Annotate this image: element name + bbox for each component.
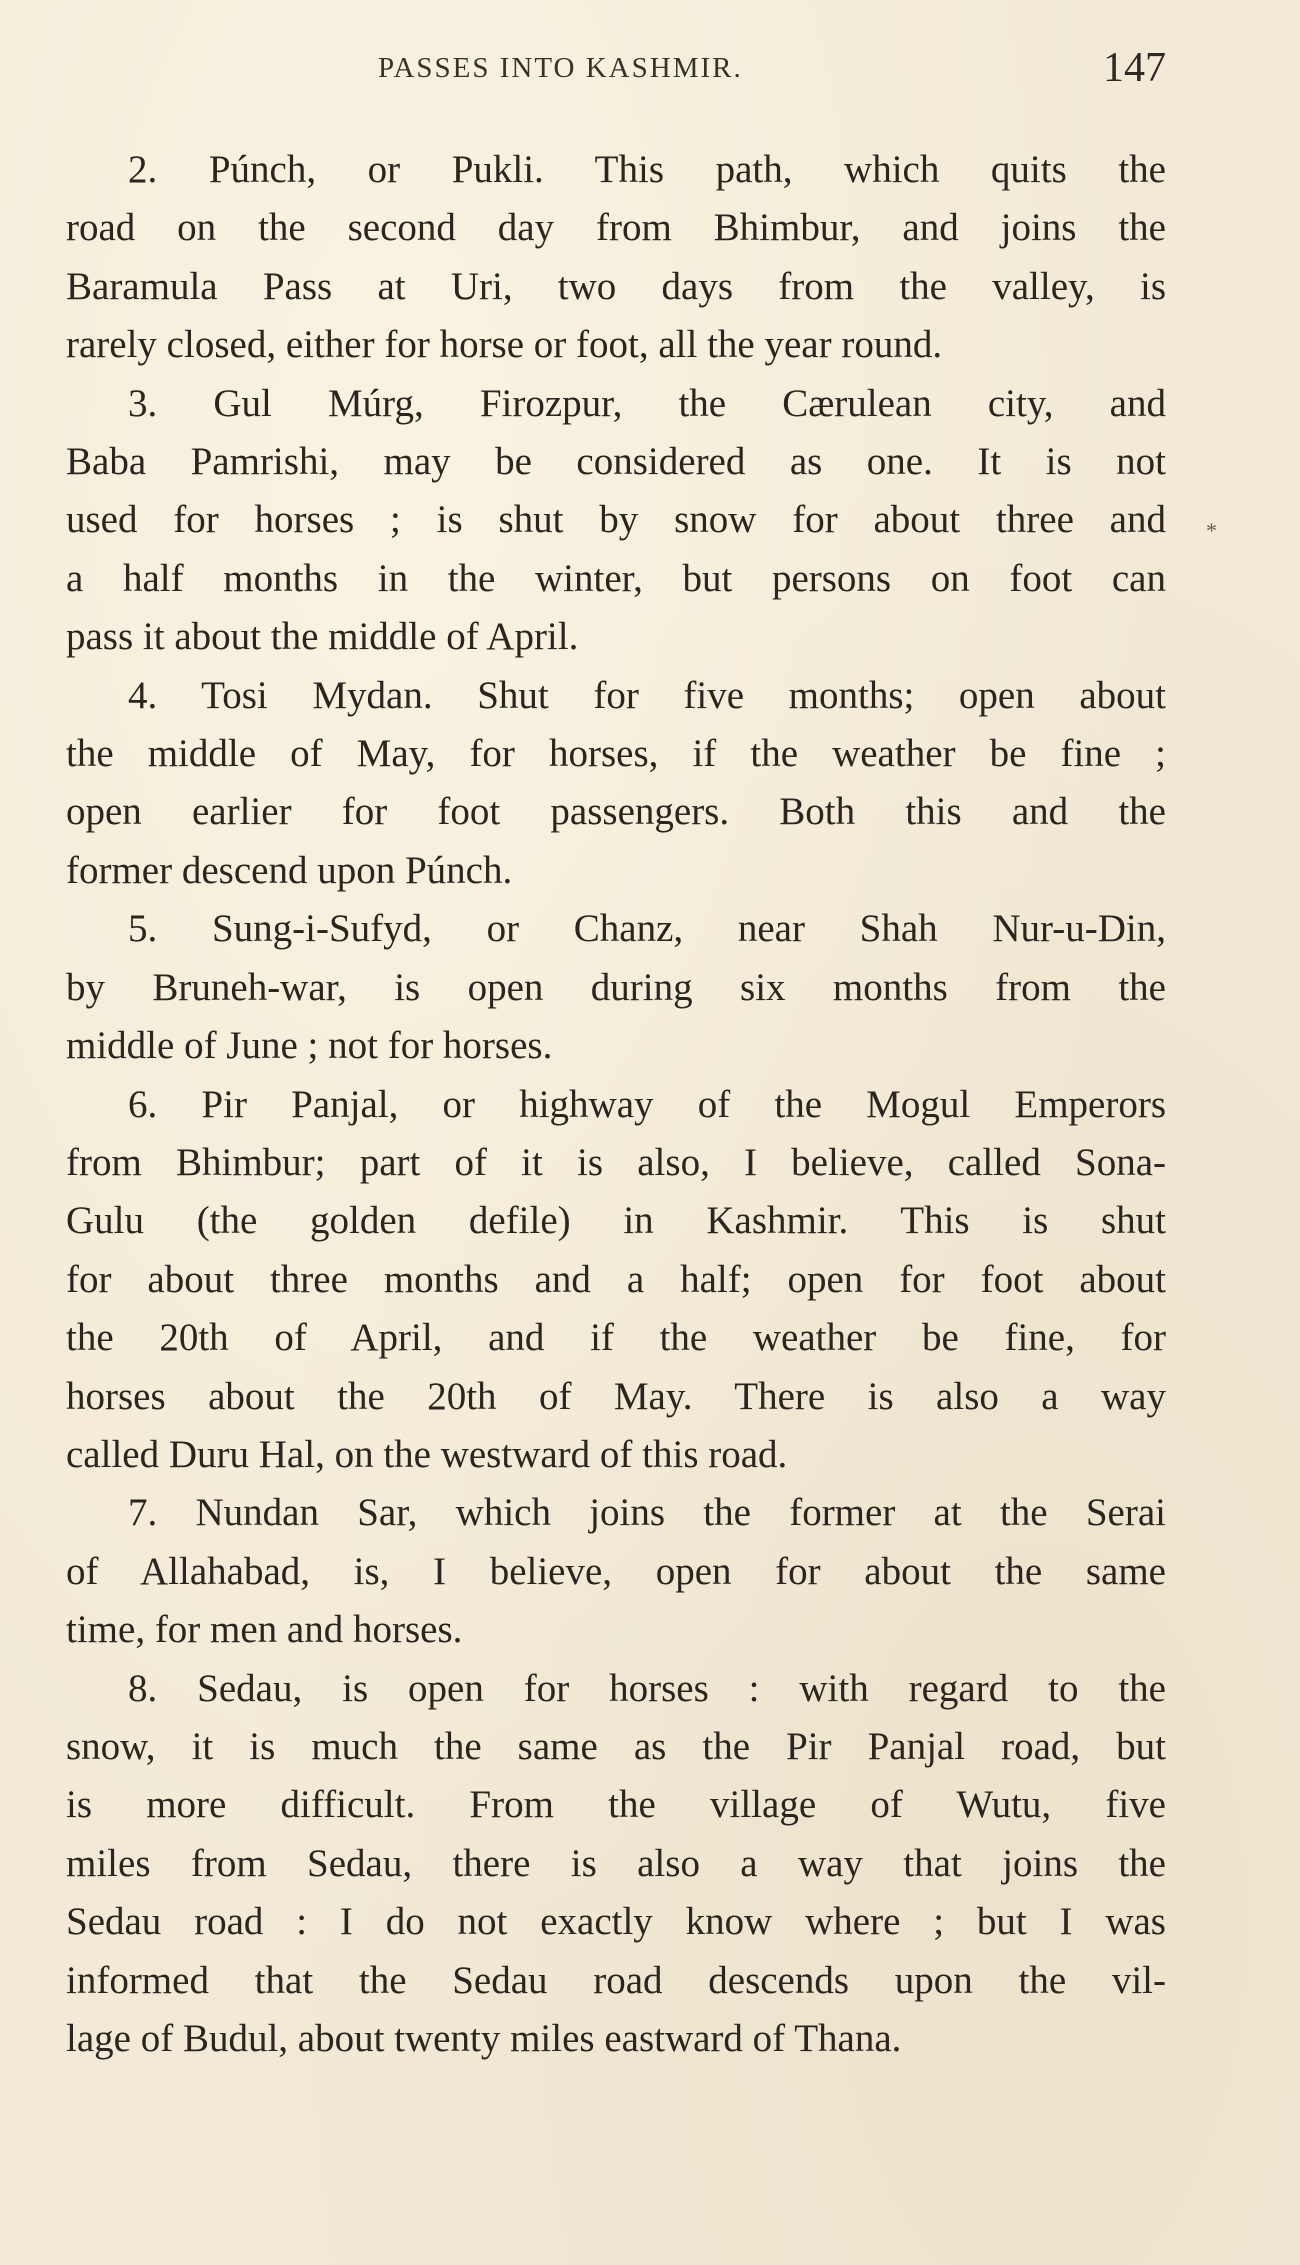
text-line: 5. Sung-i-Sufyd, or Chanz, near Shah Nur-u-Din, xyxy=(128,907,1166,951)
text-line: middle of June ; not for horses. xyxy=(66,1024,553,1068)
paragraph-2 xyxy=(66,141,1166,375)
paragraph-8 xyxy=(66,1660,1166,2069)
text-line: a half months in the winter, but persons on foot can xyxy=(66,556,1166,600)
text-line: used for horses ; is shut by snow for about three and xyxy=(66,498,1166,542)
text-line: Baramula Pass at Uri, two days from the valley, is xyxy=(66,264,1166,308)
paragraph-7 xyxy=(66,1484,1166,1659)
text-line: Sedau road : I do not exactly know where ; but I was xyxy=(66,1900,1166,1944)
page-number: 147 xyxy=(1103,45,1166,91)
text-line: the middle of May, for horses, if the weather be fine ; xyxy=(66,732,1166,776)
text-line: time, for men and horses. xyxy=(66,1608,463,1652)
text-line: road on the second day from Bhimbur, and joins the xyxy=(66,206,1166,250)
text-line: for about three months and a half; open for foot about xyxy=(66,1257,1166,1301)
text-line: is more difficult. From the village of Wutu, five xyxy=(66,1783,1166,1827)
text-line: 7. Nundan Sar, which joins the former at the Serai xyxy=(128,1491,1166,1535)
text-line: miles from Sedau, there is also a way that joins the xyxy=(66,1841,1166,1885)
text-line: former descend upon Púnch. xyxy=(66,848,513,892)
text-line: 8. Sedau, is open for horses : with regard to the xyxy=(128,1666,1166,1710)
text-line: horses about the 20th of May. There is also a way xyxy=(66,1374,1166,1418)
text-line: pass it about the middle of April. xyxy=(66,615,579,659)
text-line: by Bruneh-war, is open during six months from the xyxy=(66,965,1166,1009)
paragraph-5 xyxy=(66,900,1166,1075)
paragraph-6 xyxy=(66,1076,1166,1485)
text-line: 2. Púnch, or Pukli. This path, which quits the xyxy=(128,148,1166,191)
text-line: Baba Pamrishi, may be considered as one. It is not xyxy=(66,440,1166,484)
text-line: 4. Tosi Mydan. Shut for five months; open about xyxy=(128,673,1166,717)
text-line: informed that the Sedau road descends upon the vil- xyxy=(66,1958,1166,2002)
text-line: 6. Pir Panjal, or highway of the Mogul Emperors xyxy=(128,1082,1166,1126)
running-head: PASSES INTO KASHMIR. xyxy=(378,52,743,84)
text-line: the 20th of April, and if the weather be fine, for xyxy=(66,1316,1166,1360)
text-line: from Bhimbur; part of it is also, I believe, called Sona- xyxy=(66,1140,1166,1184)
text-line: 3. Gul Múrg, Firozpur, the Cærulean city, and xyxy=(128,381,1166,425)
text-line: rarely closed, either for horse or foot, all the year round. xyxy=(66,323,943,367)
page-header xyxy=(66,44,1166,104)
text-line: open earlier for foot passengers. Both this and the xyxy=(66,790,1166,834)
text-line: lage of Budul, about twenty miles eastward of Thana. xyxy=(66,2017,902,2060)
paragraph-4 xyxy=(66,667,1166,901)
stray-ink-mark: * xyxy=(1206,518,1217,543)
text-line: snow, it is much the same as the Pir Panjal road, but xyxy=(66,1724,1166,1768)
body-text xyxy=(66,141,1166,2068)
paragraph-3 xyxy=(66,375,1166,667)
text-line: called Duru Hal, on the westward of this road. xyxy=(66,1432,788,1476)
text-line: of Allahabad, is, I believe, open for about the same xyxy=(66,1549,1166,1593)
text-line: Gulu (the golden defile) in Kashmir. This is shut xyxy=(66,1199,1166,1243)
